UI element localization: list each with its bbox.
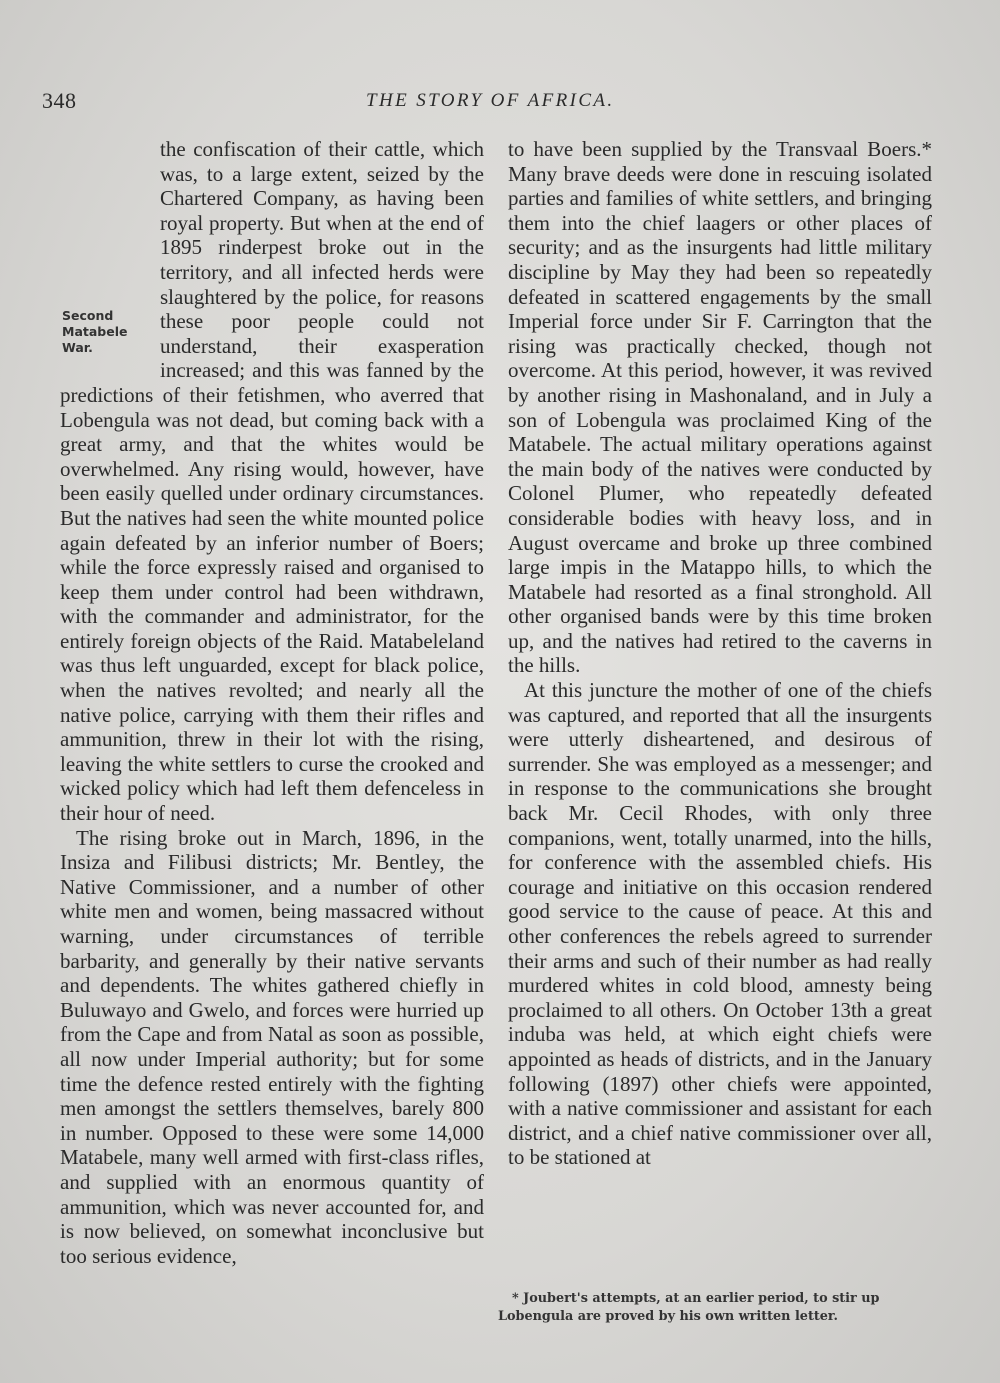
running-head: THE STORY OF AFRICA. bbox=[366, 90, 615, 111]
sidenote-line: Matabele bbox=[62, 324, 128, 339]
body-paragraph: the confiscation of their cattle, which was, to a large extent, seized by the Chartered Company, as having been royal property. But when at the end of 1895 rinderpest broke out in the territory, and all infected herds were slaughtered by the police, for reasons these poor people could not understand, their exasperation increased; and this was fanned by the predictions of their fetishmen, who averred that Lobengula was not dead, but coming back with a great army, and that the whites would be overwhelmed. Any rising would, however, have been easily quelled under ordinary circumstances. But the natives had seen the white mounted police again defeated by an inferior number of Boers; while the force expressly raised and organised to keep them under control had been withdrawn, with the commander and administrator, for the entirely foreign objects of the Raid. Matabeleland was thus left unguarded, except for black police, when the natives revolted; and nearly all the native police, carrying with them their rifles and ammunition, threw in their lot with the rising, leaving the white settlers to curse the crooked and wicked policy which had left them defenceless in their hour of need. bbox=[60, 137, 484, 826]
right-column bbox=[508, 137, 932, 1170]
sidenote-line: War. bbox=[62, 340, 93, 355]
page-number: 348 bbox=[42, 88, 77, 113]
sidenote-wrap-space bbox=[60, 283, 160, 379]
sidenote-line: Second bbox=[62, 308, 114, 323]
body-paragraph: The rising broke out in March, 1896, in the Insiza and Filibusi districts; Mr. Bentley, the Native Commissioner, and a number of other white men and women, being massacred without warning, under circumstances of terrible barbarity, and generally by their native servants and dependents. The whites gathered chiefly in Buluwayo and Gwelo, and forces were hurried up from the Cape and from Natal as soon as possible, all now under Imperial authority; but for some time the defence rested entirely with the fighting men amongst the settlers themselves, barely 800 in number. Opposed to these were some 14,000 Matabele, many well armed with first-class rifles, and supplied with an enormous quantity of ammunition, which was never accounted for, and is now believed, on somewhat inconclusive but too serious evidence, bbox=[60, 825, 484, 1268]
left-column bbox=[60, 137, 484, 1268]
body-paragraph: to have been supplied by the Transvaal Boers.* Many brave deeds were done in rescuing isolated parties and families of white settlers, and bringing them into the chief laagers or other places of security; and as the insurgents had little military discipline by May they had been so repeatedly defeated in scattered engagements by the small Imperial force under Sir F. Carrington that the rising was practically checked, though not overcome. At this period, however, it was revived by another rising in Mashonaland, and in July a son of Lobengula was proclaimed King of the Matabele. The actual military operations against the main body of the natives were conducted by Colonel Plumer, who repeatedly defeated considerable bodies with heavy loss, and in August overcame and broke up three combined large impis in the Matappo hills, to which the Matabele had resorted as a final stronghold. All other organised bands were by this time broken up, and the natives had retired to the caverns in the hills. bbox=[508, 137, 932, 678]
footnote: * Joubert's attempts, at an earlier period, to stir up Lobengula are proved by his own written letter. bbox=[498, 1291, 880, 1324]
body-paragraph: At this juncture the mother of one of the chiefs was captured, and reported that all the insurgents were utterly disheartened, and desirous of surrender. She was employed as a messenger; and in response to the communications she brought back Mr. Cecil Rhodes, with only three companions, went, totally unarmed, into the hills, for conference with the assembled chiefs. His courage and initiative on this occasion rendered good service to the cause of peace. At this and other conferences the rebels agreed to surrender their arms and such of their number as had really murdered whites in cold blood, amnesty being proclaimed to all others. On October 13th a great induba was held, at which eight chiefs were appointed as heads of districts, and in the January following (1897) other chiefs were appointed, with a native commissioner and assistant for each district, and a chief native commissioner over all, to be stationed at bbox=[508, 678, 932, 1170]
